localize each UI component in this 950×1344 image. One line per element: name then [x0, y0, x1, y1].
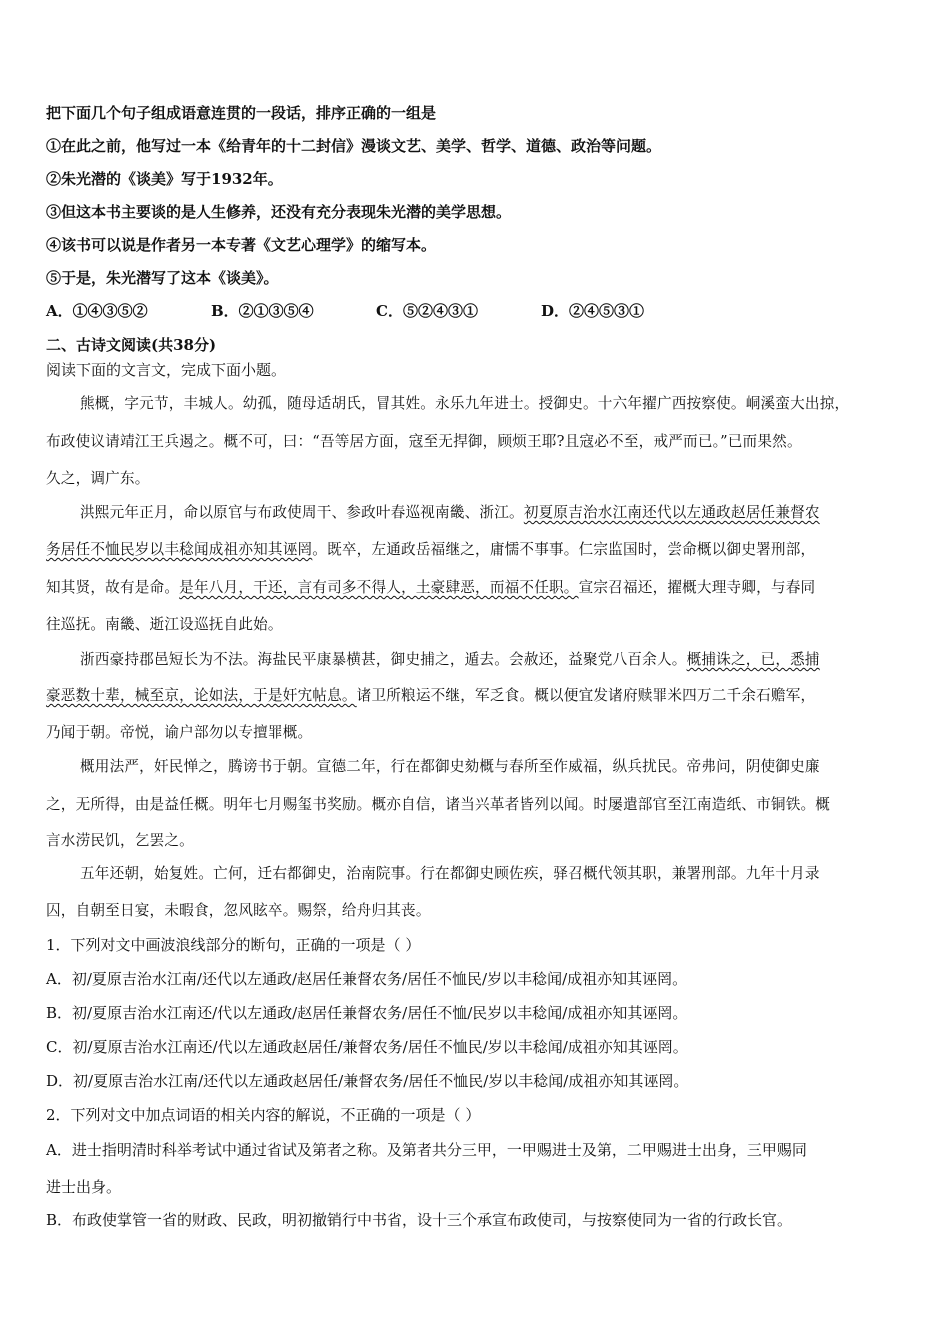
- question-2-option-a-cont: 进士出身。: [46, 1178, 122, 1196]
- wavy-underlined-text: 豪恶数十辈，械至京，论如法，于是奸宄帖息。: [46, 687, 357, 704]
- wavy-underlined-text: 务居任不恤民岁以丰稔闻成祖亦知其诬罔: [46, 541, 313, 558]
- order-options: [46, 301, 746, 321]
- passage-line: 熊概，字元节，丰城人。幼孤，随母适胡氏，冒其姓。永乐九年进士。授御史。十六年擢广西按察使。峒溪蛮大出掠，: [80, 395, 850, 412]
- passage-line: 五年还朝，始复姓。亡何，迁右都御史，治南院事。行在都御史顾佐疾，驿召概代领其职，兼署刑部。九年十月录: [80, 865, 820, 882]
- passage-line: 之，无所得，由是益任概。明年七月赐玺书奖励。概亦自信，诸当兴革者皆列以闻。时屡遣部官至江南造纸、市铜铁。概: [46, 796, 831, 813]
- passage-line: 乃闻于朝。帝悦，谕户部勿以专擅罪概。: [46, 724, 313, 741]
- passage-text: 宣宗召福还，擢概大理寺卿，与春同: [578, 579, 816, 596]
- passage-line: [80, 503, 820, 523]
- order-option-a[interactable]: A．①④③⑤②: [46, 302, 148, 320]
- section-instruction: 阅读下面的文言文，完成下面小题。: [46, 361, 287, 379]
- question-1-option-d[interactable]: D．初/夏原吉治水江南/还代以左通政赵居任/兼督农务/居任不恤民/岁以丰稔闻/成祖亦知其诬罔。: [46, 1072, 689, 1090]
- passage-line: 言水涝民饥，乞罢之。: [46, 832, 194, 849]
- passage-line: 布政使议请靖江王兵遏之。概不可，曰：“吾等居方面，寇至无捍御，顾烦王耶?且寇必不至，戒严而已。”已而果然。: [46, 433, 802, 450]
- passage-line: 概用法严，奸民惮之，腾谤书于朝。宣德二年，行在都御史劾概与春所至作威福，纵兵扰民。帝弗问，阴使御史廉: [80, 758, 820, 775]
- question-1-option-b[interactable]: B．初/夏原吉治水江南还/代以左通政/赵居任兼督农务/居任不恤/民岁以丰稔闻/成祖亦知其诬罔。: [46, 1004, 688, 1022]
- question-2-option-b[interactable]: B．布政使掌管一省的财政、民政，明初撤销行中书省，设十三个承宣布政使司，与按察使同为一省的行政长官。: [46, 1211, 793, 1229]
- question-1-stem: 1．下列对文中画波浪线部分的断句，正确的一项是（ ）: [46, 936, 421, 954]
- order-question-prompt: 把下面几个句子组成语意连贯的一段话，排序正确的一组是: [46, 104, 437, 122]
- passage-line: 往巡抚。南畿、逝江设巡抚自此始。: [46, 616, 283, 633]
- question-1-option-c[interactable]: C．初/夏原吉治水江南还/代以左通政赵居任/兼督农务/居任不恤民/岁以丰稔闻/成祖亦知其诬罔。: [46, 1038, 688, 1056]
- sentence-2: ②朱光潜的《谈美》写于1932年。: [46, 170, 283, 188]
- question-2-option-a[interactable]: A．进士指明清时科举考试中通过省试及第者之称。及第者共分三甲，一甲赐进士及第，二甲赐进士出身，三甲赐同: [46, 1141, 807, 1159]
- passage-text: 。既卒，左通政岳福继之，庸懦不事事。仁宗监国时，尝命概以御史署刑部，: [312, 541, 816, 558]
- order-option-b[interactable]: B．②①③⑤④: [211, 302, 314, 320]
- passage-line: [46, 578, 815, 598]
- passage-text: 诸卫所粮运不继，军乏食。概以便宜发诸府赎罪米四万二千余石赡军，: [356, 687, 816, 704]
- passage-text: 洪熙元年正月，命以原官与布政使周干、参政叶春巡视南畿、浙江。: [80, 504, 524, 521]
- wavy-underlined-text: 概捕诛之，已，悉捕: [686, 651, 820, 668]
- passage-line: [46, 686, 815, 706]
- sentence-5: ⑤于是，朱光潜写了这本《谈美》。: [46, 269, 279, 287]
- passage-text: 知其贤，故有是命。: [46, 579, 180, 596]
- question-1-option-a[interactable]: A．初/夏原吉治水江南/还代以左通政/赵居任兼督农务/居任不恤民/岁以丰稔闻/成祖亦知其诬罔。: [46, 970, 688, 988]
- wavy-underlined-text: 初夏原吉治水江南还代以左通政赵居任兼督农: [523, 504, 820, 521]
- wavy-underlined-text: 是年八月，干还，言有司多不得人，土豪肆恶，而福不任职。: [179, 579, 579, 596]
- passage-line: [46, 540, 815, 560]
- passage-line: 囚，自朝至日宴，未暇食，忽风眩卒。赐祭，给舟归其丧。: [46, 902, 431, 919]
- passage-text: 浙西豪持郡邑短长为不法。海盐民平康暴横甚，御史捕之，遁去。会赦还，益聚党八百余人。: [80, 651, 687, 668]
- sentence-1: ①在此之前，他写过一本《给青年的十二封信》漫谈文艺、美学、哲学、道德、政治等问题。: [46, 137, 662, 155]
- section-heading: 二、古诗文阅读(共38分): [46, 336, 217, 354]
- passage-line: [80, 650, 820, 670]
- question-2-stem: 2．下列对文中加点词语的相关内容的解说，不正确的一项是（ ）: [46, 1106, 481, 1124]
- order-option-c[interactable]: C．⑤②④③①: [376, 302, 478, 320]
- order-option-d[interactable]: D．②④⑤③①: [541, 302, 645, 320]
- sentence-4: ④该书可以说是作者另一本专著《文艺心理学》的缩写本。: [46, 236, 437, 254]
- sentence-3: ③但这本书主要谈的是人生修养，还没有充分表现朱光潜的美学思想。: [46, 203, 512, 221]
- passage-line: 久之，调广东。: [46, 470, 150, 487]
